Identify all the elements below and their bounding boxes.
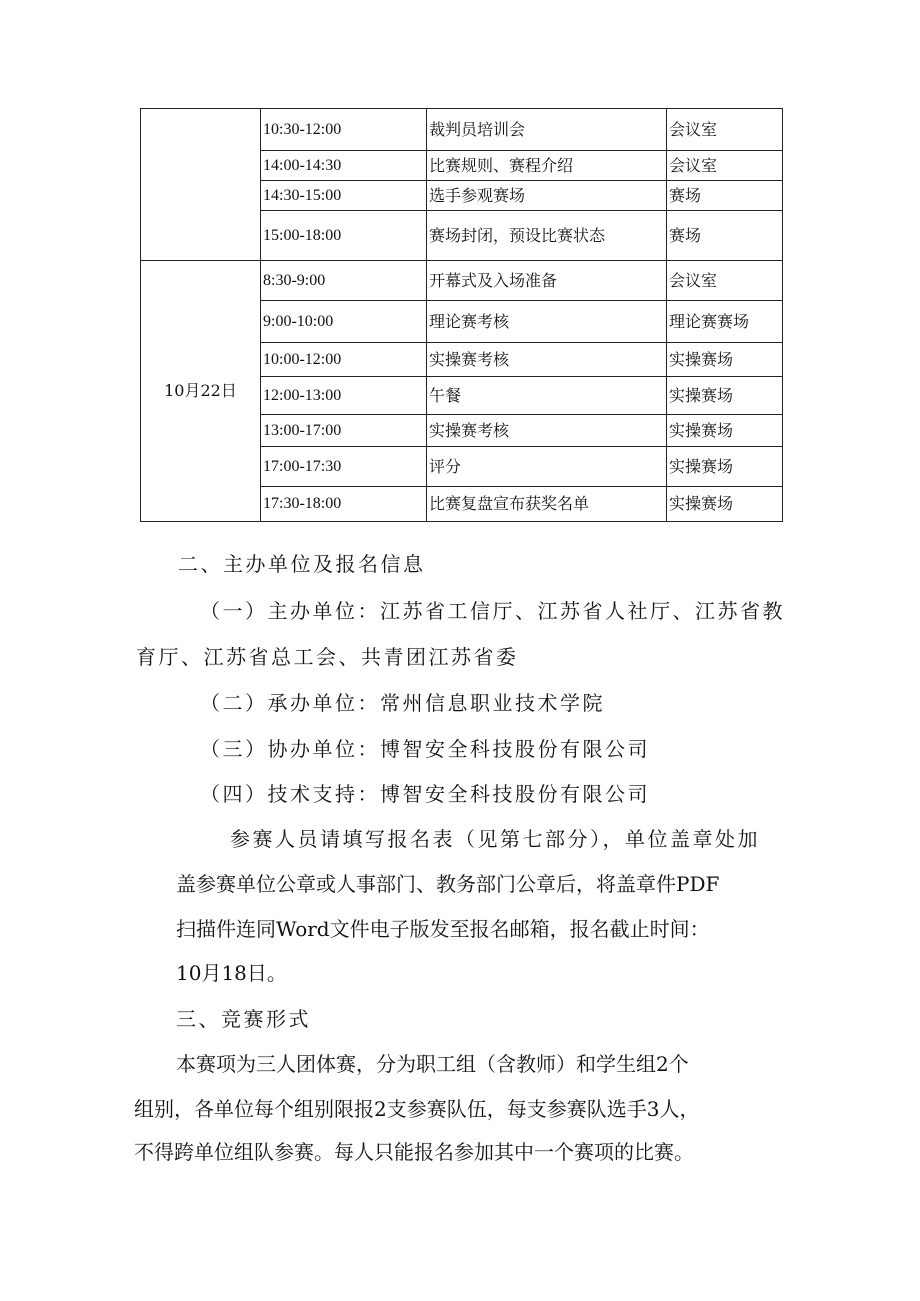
activity-cell: 比赛规则、赛程介绍 [427, 151, 667, 181]
time-cell: 9:00-10:00 [261, 301, 427, 343]
tech-support: （四）技术支持：博智安全科技股份有限公司 [200, 782, 650, 806]
registration-line-4: 10月18日。 [176, 961, 287, 985]
time-cell: 10:30-12:00 [261, 109, 427, 151]
time-cell: 14:30-15:00 [261, 181, 427, 211]
time-cell: 8:30-9:00 [261, 261, 427, 301]
location-cell: 实操赛场 [667, 447, 783, 487]
format-line-3: 不得跨单位组队参赛。每人只能报名参加其中一个赛项的比赛。 [134, 1140, 694, 1164]
time-cell: 14:00-14:30 [261, 151, 427, 181]
time-cell: 17:00-17:30 [261, 447, 427, 487]
registration-line-2: 盖参赛单位公章或人事部门、教务部门公章后，将盖章件PDF [176, 872, 720, 896]
section-2-heading: 二、主办单位及报名信息 [178, 552, 426, 576]
location-cell: 赛场 [667, 181, 783, 211]
activity-cell: 选手参观赛场 [427, 181, 667, 211]
co-organizer: （三）协办单位：博智安全科技股份有限公司 [200, 737, 650, 761]
activity-cell: 实操赛考核 [427, 415, 667, 447]
location-cell: 理论赛赛场 [667, 301, 783, 343]
location-cell: 会议室 [667, 261, 783, 301]
host-unit: （二）承办单位：常州信息职业技术学院 [200, 691, 605, 715]
location-cell: 实操赛场 [667, 377, 783, 415]
time-cell: 17:30-18:00 [261, 487, 427, 522]
format-line-1: 本赛项为三人团体赛，分为职工组（含教师）和学生组2个 [176, 1052, 689, 1076]
location-cell: 会议室 [667, 109, 783, 151]
time-cell: 15:00-18:00 [261, 211, 427, 261]
date-cell [141, 109, 261, 261]
time-cell: 10:00-12:00 [261, 343, 427, 377]
date-cell: 10月22日 [141, 261, 261, 522]
registration-line-1: 参赛人员请填写报名表（见第七部分），单位盖章处加 [230, 827, 760, 851]
time-cell: 12:00-13:00 [261, 377, 427, 415]
time-cell: 13:00-17:00 [261, 415, 427, 447]
activity-cell: 实操赛考核 [427, 343, 667, 377]
activity-cell: 评分 [427, 447, 667, 487]
location-cell: 实操赛场 [667, 487, 783, 522]
section-3-heading: 三、竞赛形式 [176, 1007, 311, 1031]
activity-cell: 裁判员培训会 [427, 109, 667, 151]
table-row [141, 261, 783, 301]
activity-cell: 理论赛考核 [427, 301, 667, 343]
organizer-line-1: （一）主办单位：江苏省工信厅、江苏省人社厅、江苏省教 [200, 599, 785, 623]
organizer-line-2: 育厅、江苏省总工会、共青团江苏省委 [136, 645, 519, 669]
location-cell: 实操赛场 [667, 415, 783, 447]
activity-cell: 赛场封闭，预设比赛状态 [427, 211, 667, 261]
activity-cell: 午餐 [427, 377, 667, 415]
location-cell: 实操赛场 [667, 343, 783, 377]
location-cell: 会议室 [667, 151, 783, 181]
table-row [141, 109, 783, 151]
location-cell: 赛场 [667, 211, 783, 261]
activity-cell: 比赛复盘宣布获奖名单 [427, 487, 667, 522]
activity-cell: 开幕式及入场准备 [427, 261, 667, 301]
registration-line-3: 扫描件连同Word文件电子版发至报名邮箱，报名截止时间： [176, 917, 710, 941]
format-line-2: 组别，各单位每个组别限报2支参赛队伍，每支参赛队选手3人， [134, 1097, 700, 1121]
schedule-table [140, 108, 783, 522]
